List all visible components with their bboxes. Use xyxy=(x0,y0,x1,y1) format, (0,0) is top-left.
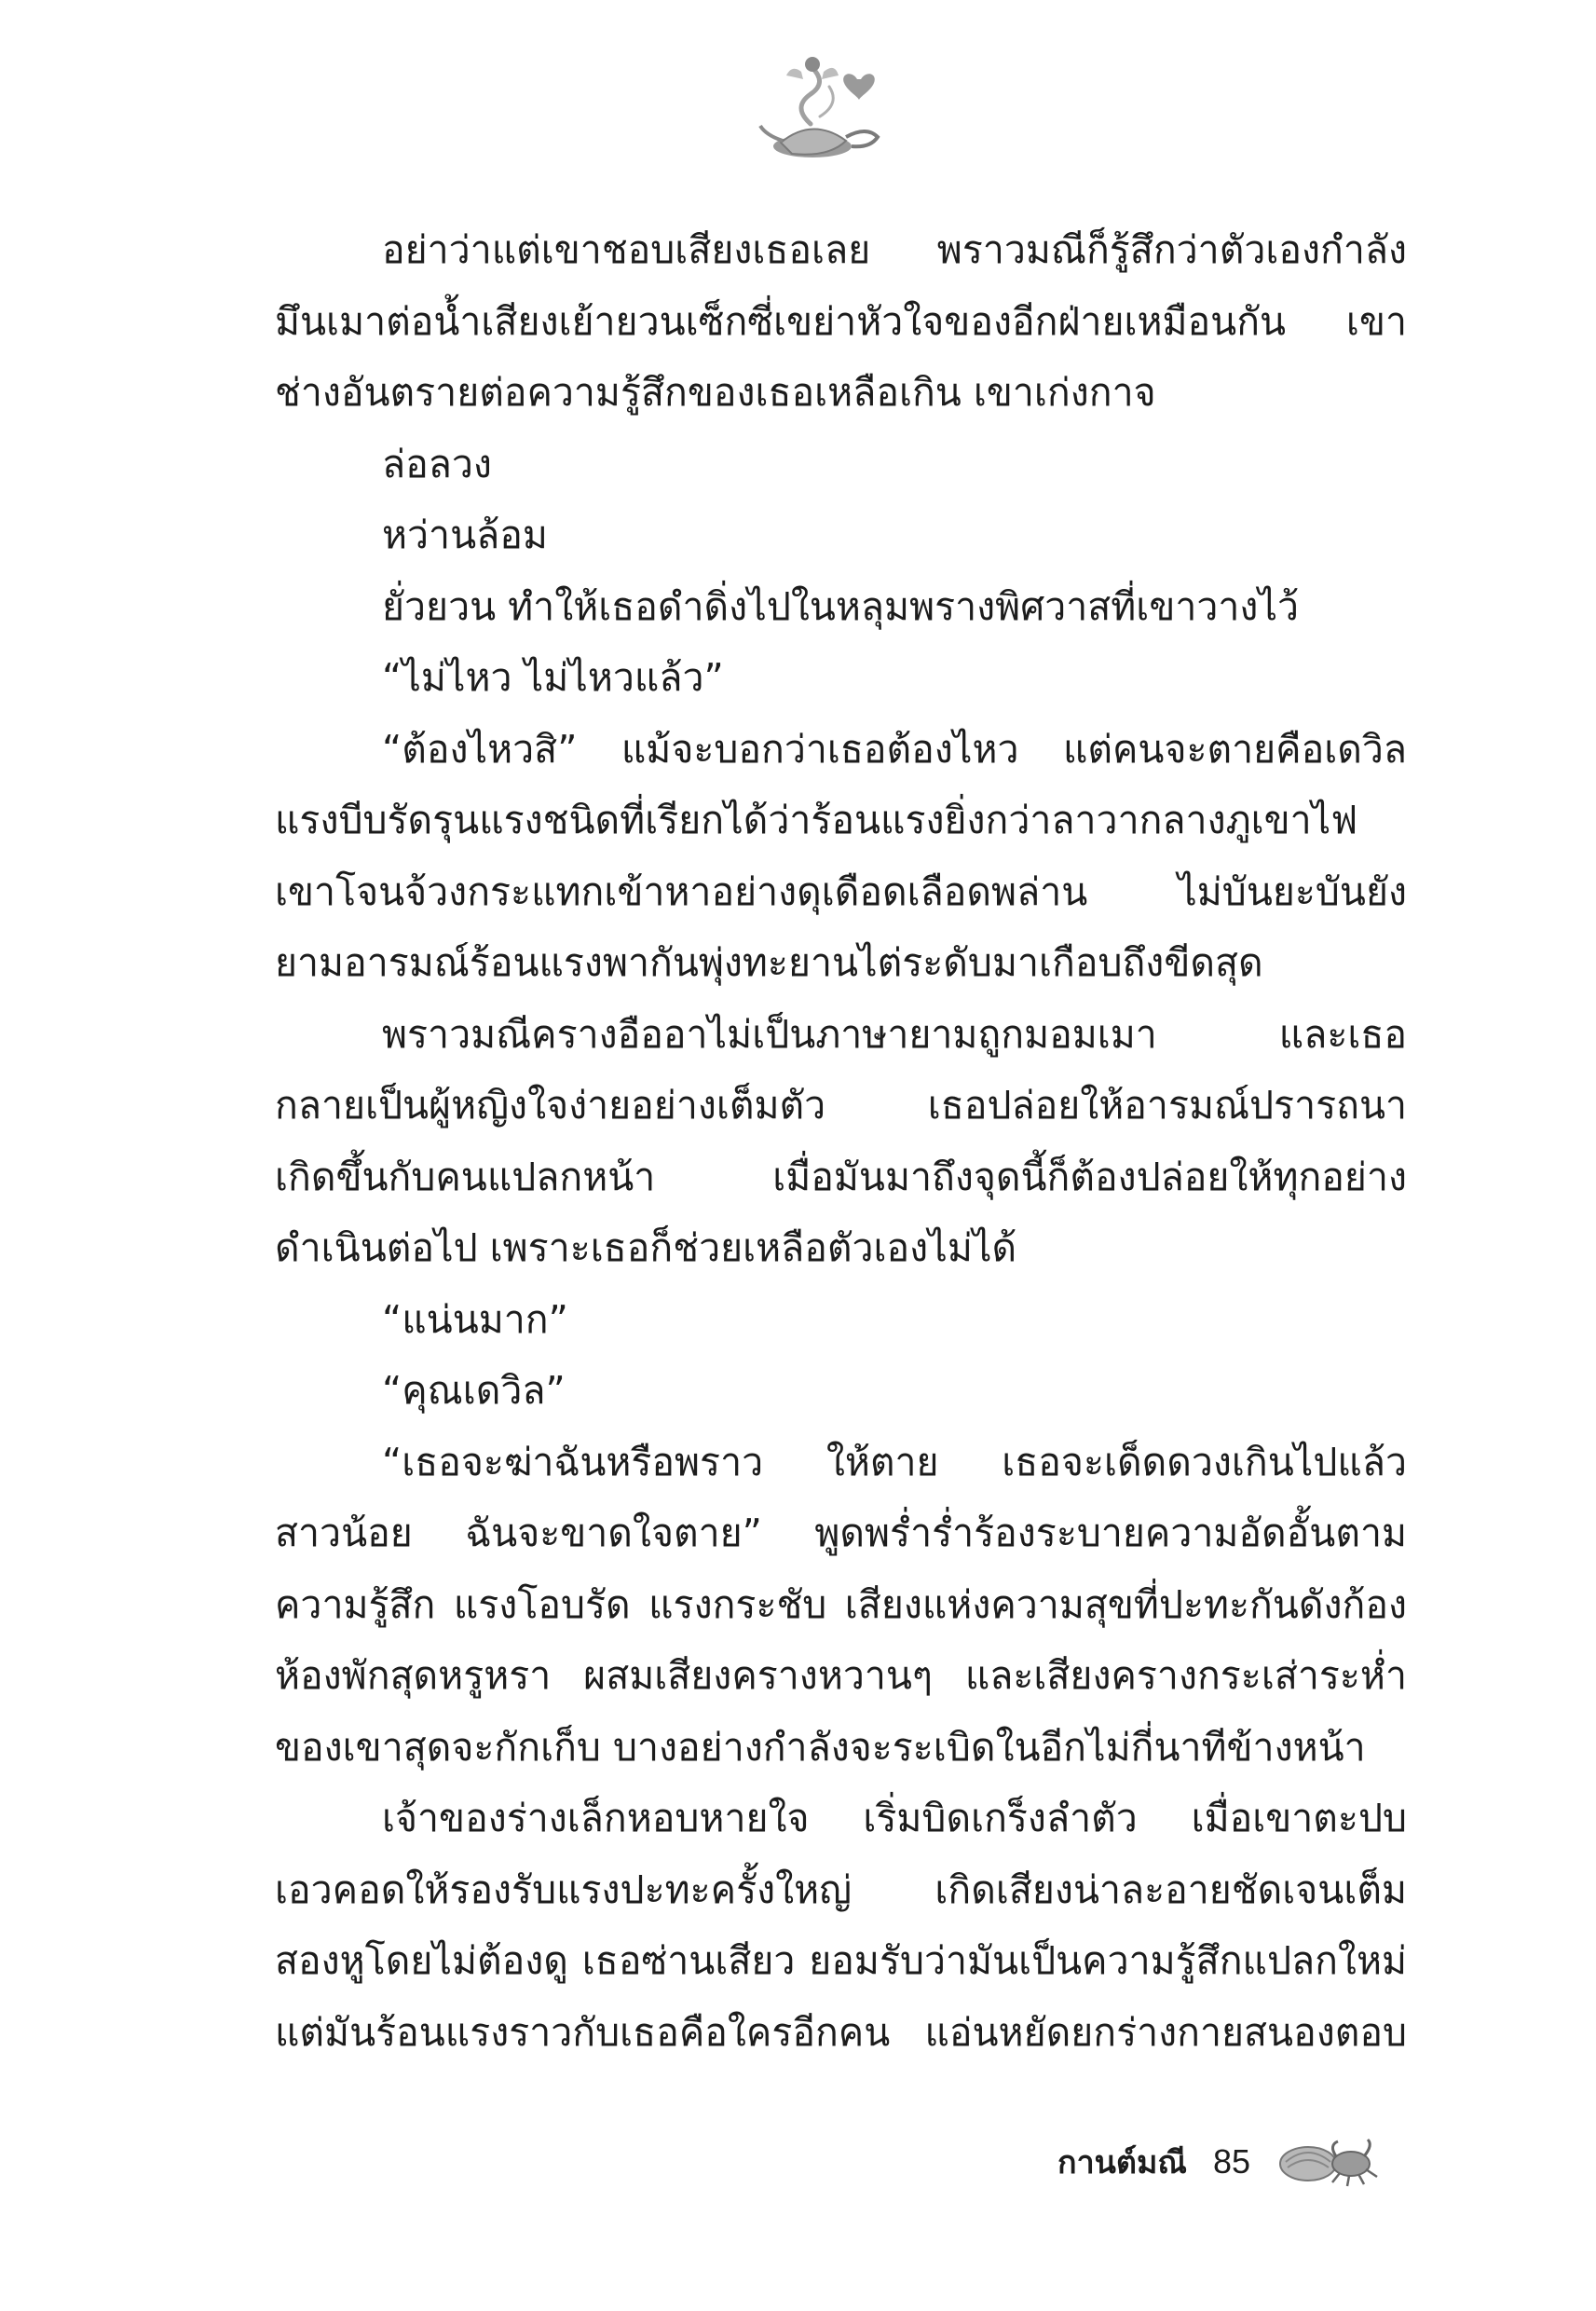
text-line: แรงบีบรัดรุนแรงชนิดที่เรียกได้ว่าร้อนแรงยิ่งกว่าลาวากลางภูเขาไฟ xyxy=(275,798,1358,842)
text-line: แต่มันร้อนแรงราวกับเธอคือใครอีกคน แอ่นหยัดยกร่างกายสนองตอบ xyxy=(275,2009,1407,2055)
text-line: ล่อลวง xyxy=(382,441,492,486)
text-line: สาวน้อย ฉันจะขาดใจตาย” พูดพร่ำร่ำร้องระบายความอัดอั้นตาม xyxy=(275,1511,1407,1555)
text-line: พราวมณีครางอืออาไม่เป็นภาษายามถูกมอมเมา และเธอ xyxy=(382,1011,1407,1057)
text-line: “ไม่ไหว ไม่ไหวแล้ว” xyxy=(382,655,724,700)
text-line: ยามอารมณ์ร้อนแรงพากันพุ่งทะยานไต่ระดับมาเกือบถึงขีดสุด xyxy=(275,940,1263,985)
text-line: ความรู้สึก แรงโอบรัด แรงกระชับ เสียงแห่งความสุขที่ปะทะกันดังก้อง xyxy=(275,1581,1407,1627)
text-line: ดำเนินต่อไป เพราะเธอก็ช่วยเหลือตัวเองไม่ได้ xyxy=(275,1225,1017,1270)
text-line: เอวคอดให้รองรับแรงปะทะครั้งใหญ่ เกิดเสียงน่าละอายชัดเจนเต็ม xyxy=(275,1867,1407,1912)
text-line: กลายเป็นผู้หญิงใจง่ายอย่างเต็มตัว เธอปล่อยให้อารมณ์ปรารถนา xyxy=(275,1083,1407,1128)
text-line: “คุณเดวิล” xyxy=(382,1368,566,1413)
shell-crab-icon xyxy=(1271,2134,1383,2190)
text-line: เจ้าของร่างเล็กหอบหายใจ เริ่มบิดเกร็งลำตัว เมื่อเขาตะปบ xyxy=(382,1796,1407,1840)
text-line: “ต้องไหวสิ” แม้จะบอกว่าเธอต้องไหว แต่คนจะตายคือเดวิล xyxy=(382,726,1407,772)
text-line: ห้องพักสุดหรูหรา ผสมเสียงครางหวานๆ และเสียงครางกระเส่าระห่ำ xyxy=(275,1653,1407,1698)
text-line: ช่างอันตรายต่อความรู้สึกของเธอเหลือเกิน เขาเก่งกาจ xyxy=(275,370,1156,415)
text-line: “แน่นมาก” xyxy=(382,1296,568,1342)
body-text xyxy=(275,214,1407,2068)
text-line: ยั่วยวน ทำให้เธอดำดิ่งไปในหลุมพรางพิศวาสที่เขาวางไว้ xyxy=(382,583,1300,629)
text-line: มึนเมาต่อน้ำเสียงเย้ายวนเซ็กซี่เขย่าหัวใจของอีกฝ่ายเหมือนกัน เขา xyxy=(275,298,1407,344)
page-number: 85 xyxy=(1212,2142,1251,2181)
text-line: เขาโจนจ้วงกระแทกเข้าหาอย่างดุเดือดเลือดพล่าน ไม่บันยะบันยัง xyxy=(275,868,1407,914)
running-footer-title: กานต์มณี xyxy=(1057,2144,1187,2181)
text-line: สองหูโดยไม่ต้องดู เธอซ่านเสียว ยอมรับว่ามันเป็นความรู้สึกแปลกใหม่ xyxy=(275,1938,1407,1983)
text-line: ของเขาสุดจะกักเก็บ บางอย่างกำลังจะระเบิดในอีกไม่กี่นาทีข้างหน้า xyxy=(275,1724,1366,1770)
text-line: “เธอจะฆ่าฉันหรือพราว ให้ตาย เธอจะเด็ดดวงเกินไปแล้ว xyxy=(382,1439,1407,1484)
page-footer xyxy=(1057,2134,1383,2190)
genie-lamp-icon xyxy=(755,51,894,172)
text-line: เกิดขึ้นกับคนแปลกหน้า เมื่อมันมาถึงจุดนี้ก็ต้องปล่อยให้ทุกอย่าง xyxy=(275,1154,1407,1199)
text-line: อย่าว่าแต่เขาชอบเสียงเธอเลย พราวมณีก็รู้สึกว่าตัวเองกำลัง xyxy=(382,227,1407,272)
text-line: หว่านล้อม xyxy=(382,513,548,557)
